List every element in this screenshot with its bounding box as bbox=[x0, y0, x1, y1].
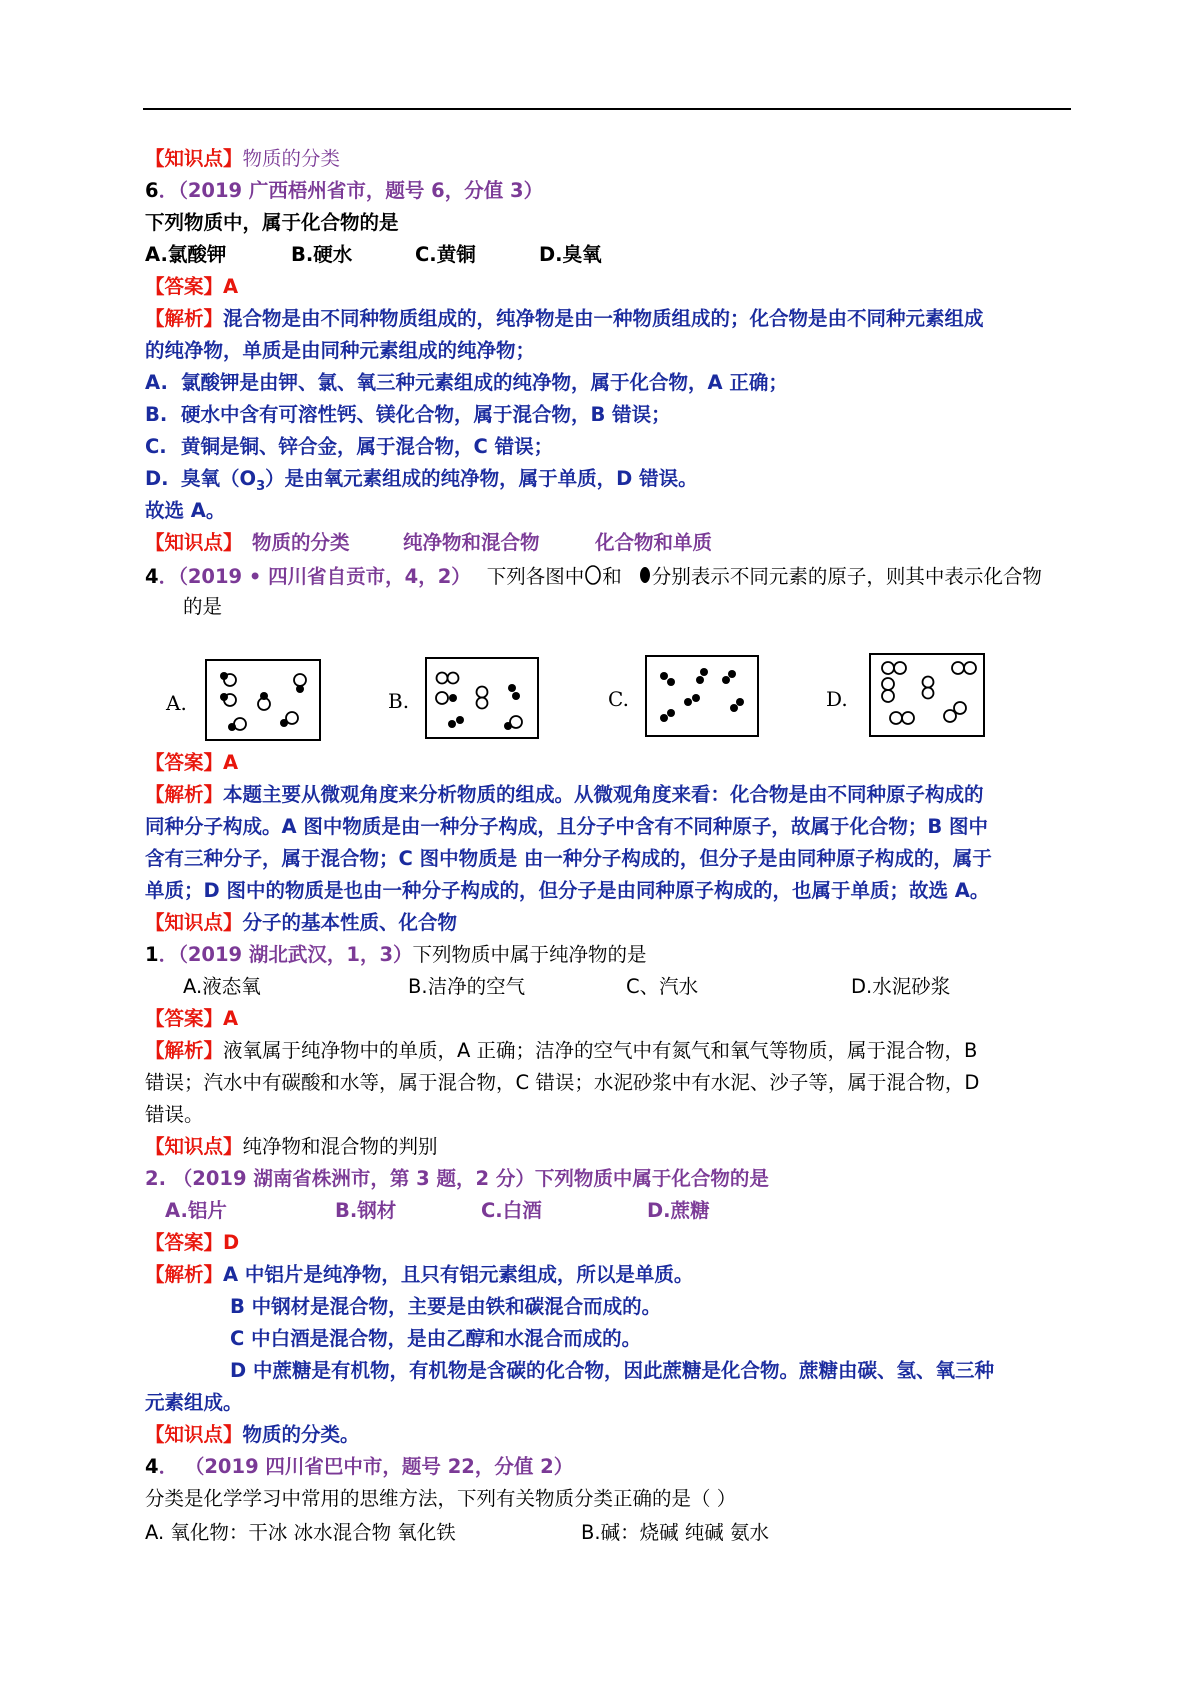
kp-tag: 【知识点】 bbox=[145, 531, 243, 554]
q4a-answer: 【答案】A bbox=[145, 751, 239, 774]
q6-source: ．（2019 广西梧州省市，题号 6，分值 3） bbox=[158, 179, 544, 202]
q2-analysis-line2: B 中钢材是混合物，主要是由铁和碳混合而成的。 bbox=[230, 1295, 662, 1318]
kp-text: 物质的分类 bbox=[242, 147, 341, 170]
q6-options bbox=[145, 242, 1145, 268]
q1-analysis-line1: 【解析】液氧属于纯净物中的单质，A 正确；洁净的空气中有氮气和氧气等物质，属于混合物，B bbox=[145, 1039, 978, 1062]
kp-item: 物质的分类 bbox=[252, 531, 350, 554]
figure-label: A. bbox=[166, 691, 187, 715]
figure-b-box bbox=[426, 658, 538, 738]
q2-analysis-line5: 元素组成。 bbox=[145, 1391, 243, 1414]
q4a-analysis-line2: 同种分子构成。A 图中物质是由一种分子构成，且分子中含有不同种原子，故属于化合物；B 图中 bbox=[145, 815, 989, 838]
q6-conclusion: 故选 A。 bbox=[145, 499, 226, 522]
figure-d-box bbox=[870, 654, 984, 736]
q6-analysis-line1 bbox=[145, 306, 984, 332]
black-atom-icon bbox=[638, 562, 652, 593]
q6-number: 6 bbox=[145, 179, 159, 202]
q2-answer: 【答案】D bbox=[145, 1231, 240, 1254]
q2-options: A.铝片 B.钢材 C.白酒 D.蔗糖 bbox=[165, 1199, 710, 1222]
q6-header bbox=[145, 178, 543, 204]
q6-option-b: B.硬水 bbox=[291, 243, 353, 266]
q1-header: 1．（2019 湖北武汉，1，3）下列物质中属于纯净物的是 bbox=[145, 943, 647, 966]
knowledge-point-line bbox=[145, 146, 340, 172]
q1-analysis-line2: 错误；汽水中有碳酸和水等，属于混合物，C 错误；水泥砂浆中有水泥、沙子等，属于混合物，D bbox=[145, 1071, 980, 1094]
q6-analysis-a: A. 氯酸钾是由钾、氯、氧三种元素组成的纯净物，属于化合物，A 正确； bbox=[145, 371, 788, 394]
q1-knowledge-point: 【知识点】纯净物和混合物的判别 bbox=[145, 1135, 438, 1158]
q2-analysis-line4: D 中蔗糖是有机物，有机物是含碳的化合物，因此蔗糖是化合物。蔗糖由碳、氢、氧三种 bbox=[230, 1359, 994, 1382]
q4a-analysis-line3: 含有三种分子，属于混合物；C 图中物质是 由一种分子构成的，但分子是由同种原子构成的，属于 bbox=[145, 847, 992, 870]
figure-label: D. bbox=[826, 687, 848, 711]
q6-option-d: D.臭氧 bbox=[539, 243, 602, 266]
analysis-text: 混合物是由不同种物质组成的，纯净物是由一种物质组成的；化合物是由不同种元素组成 bbox=[223, 307, 984, 330]
q6-analysis-line2: 的纯净物，单质是由同种元素组成的纯净物； bbox=[145, 339, 536, 362]
q4a-source: ．（2019 • 四川省自贡市，4，2） bbox=[158, 565, 471, 588]
q2-analysis-line3: C 中白酒是混合物，是由乙醇和水混合而成的。 bbox=[230, 1327, 642, 1350]
q6-analysis-b: B. 硬水中含有可溶性钙、镁化合物，属于混合物，B 错误； bbox=[145, 403, 671, 426]
q6-knowledge-point bbox=[145, 530, 1145, 556]
figure-label: B. bbox=[388, 689, 410, 713]
q2-analysis-line1: 【解析】A 中铝片是纯净物，且只有铝元素组成，所以是单质。 bbox=[145, 1263, 694, 1286]
q6-answer bbox=[145, 274, 238, 300]
answer-value: A bbox=[223, 275, 239, 298]
kp-tag: 【知识点】 bbox=[145, 147, 243, 170]
q6-analysis-d: D. 臭氧$(O_3)$是由氧元素组成的纯净物，属于单质，D 错误。 bbox=[145, 467, 698, 494]
q6-option-c: C.黄铜 bbox=[415, 243, 476, 266]
q4a-number: 4 bbox=[145, 565, 159, 588]
header-rule bbox=[143, 108, 1071, 110]
q2-header: 2. （2019 湖南省株洲市，第 3 题，2 分）下列物质中属于化合物的是 bbox=[145, 1167, 769, 1190]
q4b-header: 4． （2019 四川省巴中市，题号 22，分值 2） bbox=[145, 1455, 574, 1478]
q1-analysis-line3: 错误。 bbox=[145, 1103, 204, 1126]
kp-item: 纯净物和混合物 bbox=[403, 531, 540, 554]
q1-options: A.液态氧 B.洁净的空气 C、汽水 D.水泥砂浆 bbox=[183, 975, 951, 998]
analysis-tag: 【解析】 bbox=[145, 307, 224, 330]
q4a-header: 4．（2019 • 四川省自贡市，4，2） 下列各图中 和 分别表示不同元素的原子，则其中表示化合物 bbox=[145, 562, 1042, 593]
q4a-analysis-line4: 单质；D 图中的物质是也由一种分子构成的，但分子是由同种原子构成的，也属于单质；故选 A。 bbox=[145, 879, 990, 902]
q6-stem: 下列物质中，属于化合物的是 bbox=[145, 211, 399, 234]
q4b-stem: 分类是化学学习中常用的思维方法，下列有关物质分类正确的是（ ） bbox=[145, 1487, 737, 1510]
q6-option-a: A.氯酸钾 bbox=[145, 243, 227, 266]
molecule-figures bbox=[160, 650, 1000, 750]
q4a-stem-line2: 的是 bbox=[183, 595, 223, 618]
q6-analysis-c: C. 黄铜是铜、锌合金，属于混合物，C 错误； bbox=[145, 435, 554, 458]
kp-item: 化合物和单质 bbox=[595, 531, 713, 554]
figure-label: C. bbox=[608, 687, 629, 711]
white-atom-icon bbox=[584, 562, 602, 593]
q4a-knowledge-point: 【知识点】分子的基本性质、化合物 bbox=[145, 911, 458, 934]
q4b-options: A. 氧化物：干冰 冰水混合物 氧化铁 B.碱：烧碱 纯碱 氨水 bbox=[145, 1521, 769, 1544]
q2-knowledge-point: 【知识点】物质的分类。 bbox=[145, 1423, 360, 1446]
q4a-analysis-line1: 【解析】本题主要从微观角度来分析物质的组成。从微观角度来看：化合物是由不同种原子构成的 bbox=[145, 783, 984, 806]
figure-c-box bbox=[646, 656, 758, 736]
answer-tag: 【答案】 bbox=[145, 275, 224, 298]
q1-answer: 【答案】A bbox=[145, 1007, 239, 1030]
figure-a-box bbox=[206, 660, 320, 740]
